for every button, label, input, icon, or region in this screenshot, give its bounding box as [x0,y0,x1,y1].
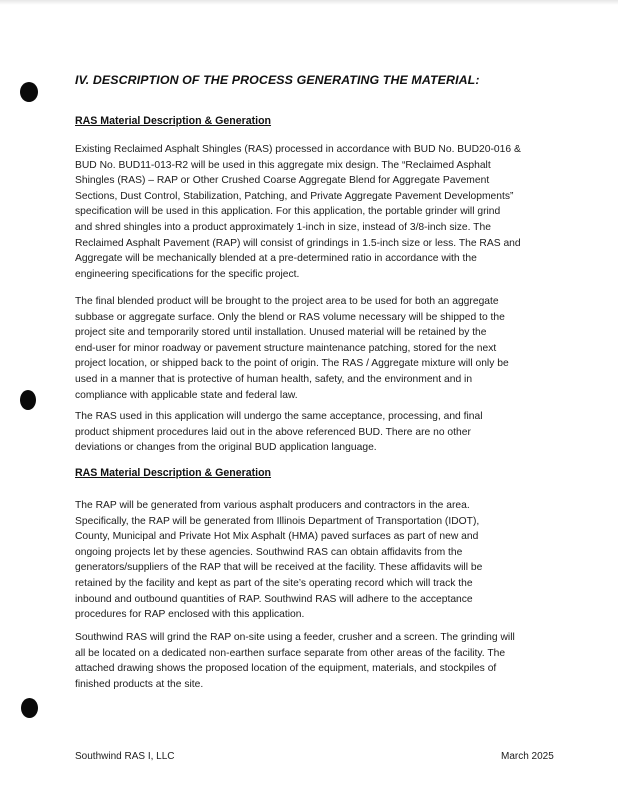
text-line: used in a manner that is protective of human health, safety, and the environment and in [75,373,473,385]
text-line: ongoing projects let by these agencies. Southwind RAS can obtain affidavits from the [75,546,463,558]
paragraph-final-blended-product [75,294,560,403]
text-line: Specifically, the RAP will be generated from Illinois Department of Transportation (IDOT), [75,515,480,527]
text-line: subbase or aggregate surface. Only the blend or RAS volume necessary will be shipped to the [75,311,505,323]
text-line: Shingles (RAS) – RAP or Other Crushed Coarse Aggregate Blend for Aggregate Pavement [75,175,490,187]
text-line: all be located on a dedicated non-earthen surface separate from other areas of the facility. The [75,647,506,659]
binder-hole [20,390,36,410]
text-line: inbound and outbound quantities of RAP. Southwind RAS will adhere to the acceptance [75,593,473,605]
footer-date: March 2025 [501,751,554,762]
text-line: project site and temporarily stored until installation. Unused material will be retained by the [75,327,487,339]
text-line: Southwind RAS will grind the RAP on-site using a feeder, crusher and a screen. The grinding will [75,632,515,643]
section-heading-ras-2: RAS Material Description & Generation [75,467,272,479]
text-line: Sections, Dust Control, Stabilization, Patching, and Private Aggregate Pavement Developments” [75,190,514,202]
text-line: The final blended product will be brought to the project area to be used for both an aggregate [75,296,499,307]
paragraph-ras-acceptance [75,409,560,456]
text-line: Aggregate will be mechanically blended at a pre-determined ratio in accordance with the [75,253,477,265]
text-line: BUD No. BUD11-013-R2 will be used in this aggregate mix design. The “Reclaimed Asphalt [75,159,491,171]
text-line: Reclaimed Asphalt Pavement (RAP) will consist of grindings in 1.5-inch size or less. The RAS and [75,237,521,249]
text-line: The RAS used in this application will undergo the same acceptance, processing, and final [75,411,483,422]
text-line: product shipment procedures laid out in the above referenced BUD. There are no other [75,426,471,438]
text-line: County, Municipal and Private Hot Mix Asphalt (HMA) paved surfaces as part of new and [75,531,479,543]
text-line: compliance with applicable state and federal law. [75,389,298,401]
binder-hole [20,82,38,102]
text-line: procedures for RAP enclosed with this application. [75,609,305,621]
page-title: IV. DESCRIPTION OF THE PROCESS GENERATING THE MATERIAL: [75,73,480,87]
paragraph-rap-grinding [75,630,560,692]
text-line: end-user for minor roadway or pavement structure maintenance patching, stored for the next [75,342,497,354]
paragraph-ras-existing [75,142,560,282]
text-line: generators/suppliers of the RAP that will be received at the facility. These affidavits will be [75,562,483,574]
scan-edge-shadow [0,0,618,5]
text-line: specification will be used in this application. For this application, the portable grinder will grind [75,206,501,218]
paragraph-rap-generation [75,498,560,623]
text-line: project location, or shipped back to the point of origin. The RAS / Aggregate mixture will only be [75,358,509,370]
footer-company: Southwind RAS I, LLC [75,751,175,762]
text-line: finished products at the site. [75,678,204,690]
text-line: Existing Reclaimed Asphalt Shingles (RAS) processed in accordance with BUD No. BUD20-016 & [75,144,521,155]
binder-hole [21,698,38,718]
text-line: retained by the facility and kept as part of the site’s operating record which will track the [75,577,473,589]
section-heading-ras-1: RAS Material Description & Generation [75,115,272,127]
text-line: attached drawing shows the proposed location of the equipment, materials, and stockpiles of [75,663,497,675]
text-line: engineering specifications for the specific project. [75,268,300,280]
text-line: and shred shingles into a product approximately 1-inch in size, instead of 3/8-inch size. The [75,221,491,233]
text-line: The RAP will be generated from various asphalt producers and contractors in the area. [75,500,470,511]
text-line: deviations or changes from the original BUD application language. [75,442,377,454]
